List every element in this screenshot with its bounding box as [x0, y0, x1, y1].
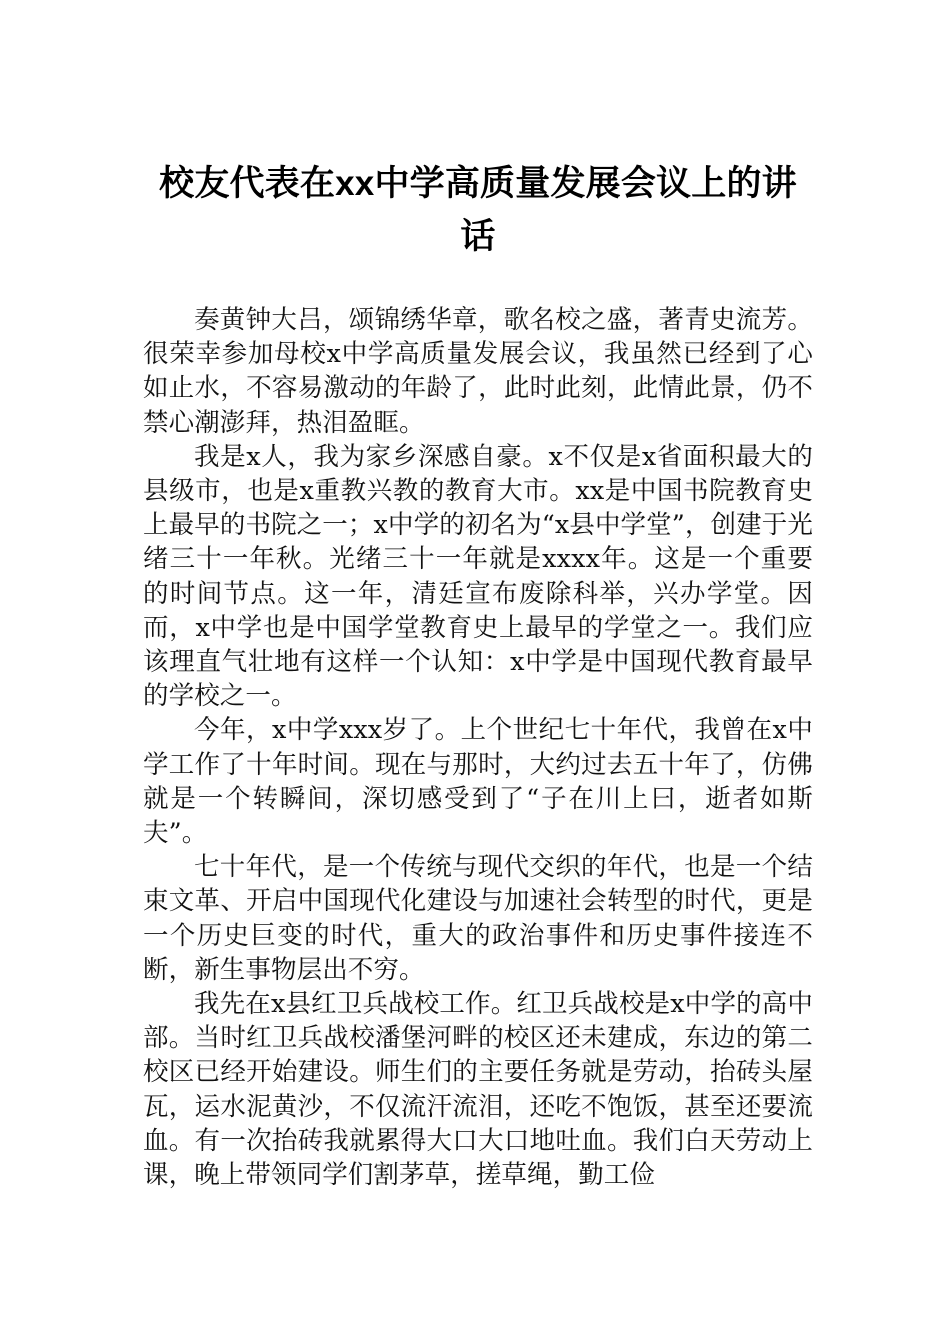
document-title	[143, 0, 813, 263]
paragraph: 我是x人，我为家乡深感自豪。x不仅是x省面积最大的县级市，也是x重教兴教的教育大市。xx是中国书院教育史上最早的书院之一；x中学的初名为“x县中学堂”，创建于光绪三十一年秋。光绪三十一年就是xxxx年。这是一个重要的时间节点。这一年，清廷宣布废除科举，兴办学堂。因而，x中学也是中国学堂教育史上最早的学堂之一。我们应该理直气壮地有这样一个认知：x中学是中国现代教育最早的学校之一。	[143, 441, 813, 712]
paragraph: 今年，x中学xxx岁了。上个世纪七十年代，我曾在x中学工作了十年时间。现在与那时，大约过去五十年了，仿佛就是一个转瞬间，深切感受到了“子在川上曰，逝者如斯夫”。	[143, 715, 813, 849]
paragraph: 奏黄钟大吕，颂锦绣华章，歌名校之盛，著青史流芳。很荣幸参加母校x中学高质量发展会议，我虽然已经到了心如止水，不容易激动的年龄了，此时此刻，此情此景，仍不禁心潮澎拜，热泪盈眶。	[143, 305, 813, 438]
page-content-area	[143, 0, 813, 1192]
paragraph: 七十年代，是一个传统与现代交织的年代，也是一个结束文革、开启中国现代化建设与加速社会转型的时代，更是一个历史巨变的时代，重大的政治事件和历史事件接连不断，新生事物层出不穷。	[143, 852, 813, 985]
document-title-text: 校友代表在xx中学高质量发展会议上的讲话	[159, 164, 797, 256]
paragraph: 我先在x县红卫兵战校工作。红卫兵战校是x中学的高中部。当时红卫兵战校潘堡河畔的校区还未建成，东边的第二校区已经开始建设。师生们的主要任务就是劳动，抬砖头屋瓦，运水泥黄沙，不仅流汗流泪，还吃不饱饭，甚至还要流血。有一次抬砖我就累得大口大口地吐血。我们白天劳动上课，晚上带领同学们割茅草，搓草绳，勤工俭	[143, 989, 813, 1191]
document-body	[143, 303, 813, 1192]
